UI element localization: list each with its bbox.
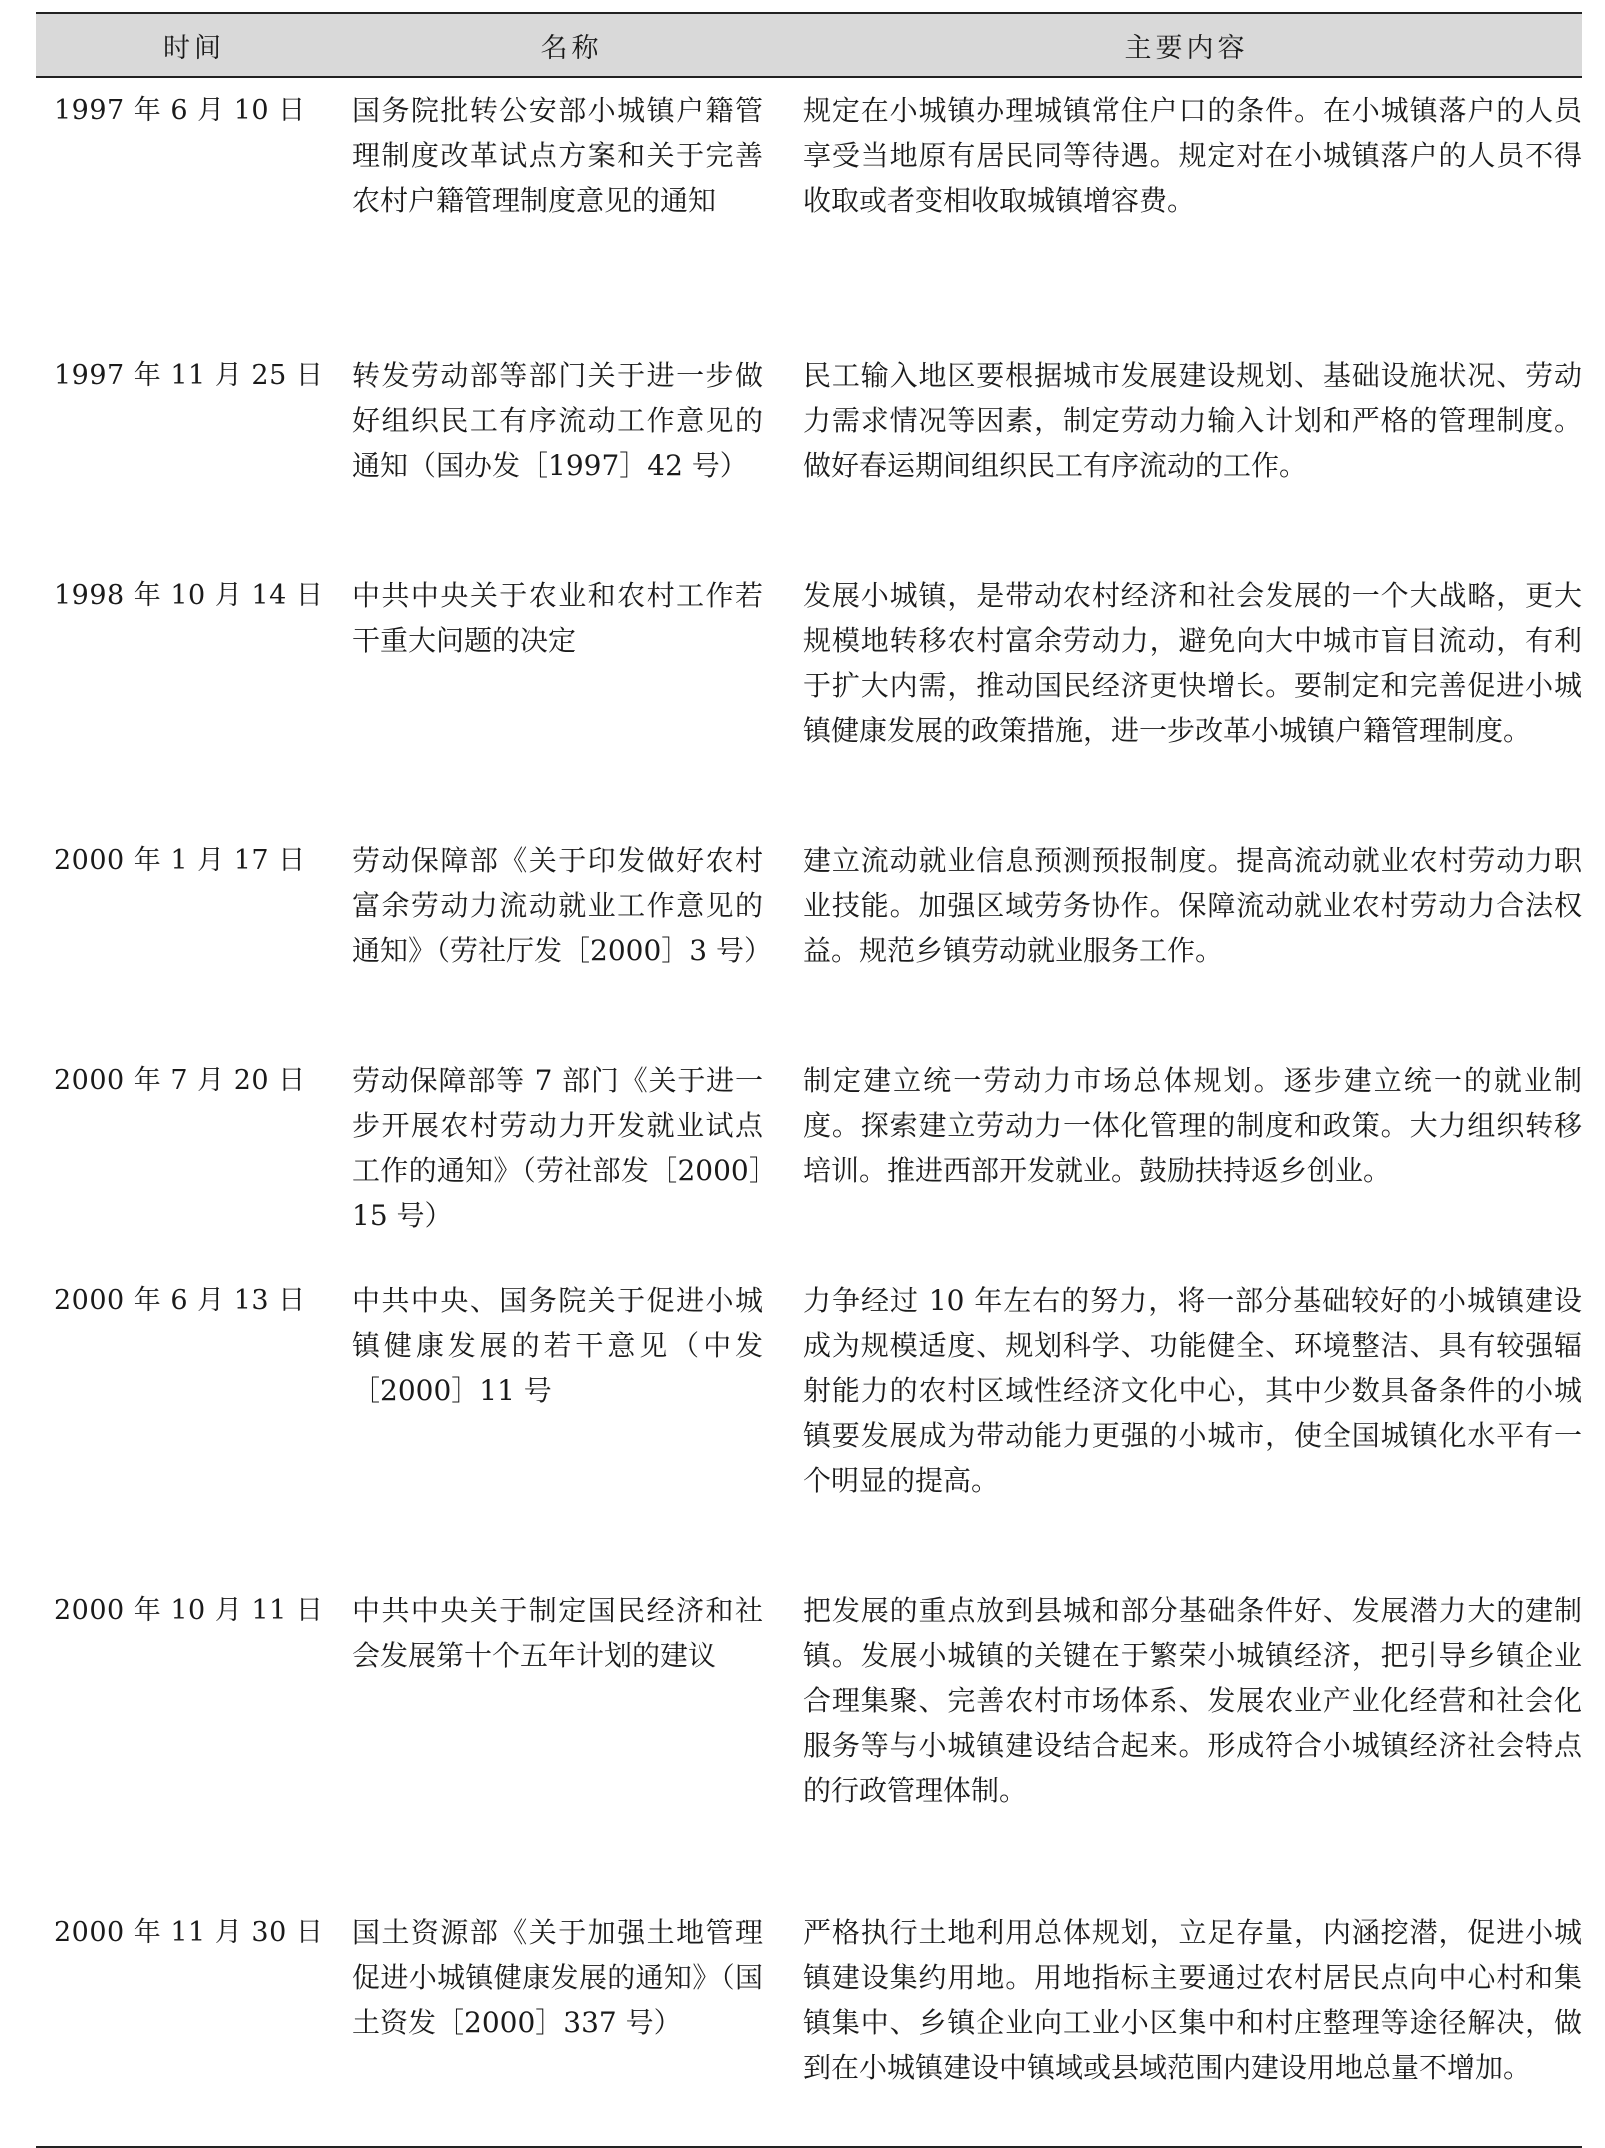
row-name: 劳动保障部等 7 部门《关于进一步开展农村劳动力开发就业试点工作的通知》（劳社部发［2000］15 号） xyxy=(352,1064,763,1232)
row-name: 中共中央关于制定国民经济和社会发展第十个五年计划的建议 xyxy=(352,1594,763,1672)
table-row xyxy=(36,1588,1582,1910)
row-content: 发展小城镇，是带动农村经济和社会发展的一个大战略，更大规模地转移农村富余劳动力，避免向大中城市盲目流动，有利于扩大内需，推动国民经济更快增长。要制定和完善促进小城镇健康发展的政策措施，进一步改革小城镇户籍管理制度。 xyxy=(803,579,1582,747)
row-date: 2000 年 10 月 11 日 xyxy=(54,1595,324,1626)
table-row xyxy=(36,838,1582,1058)
row-name: 劳动保障部《关于印发做好农村富余劳动力流动就业工作意见的通知》（劳社厅发［2000］3 号） xyxy=(352,844,772,967)
row-date: 1997 年 11 月 25 日 xyxy=(54,360,324,391)
row-content: 严格执行土地利用总体规划，立足存量，内涵挖潜，促进小城镇建设集约用地。用地指标主要通过农村居民点向中心村和集镇集中、乡镇企业向工业小区集中和村庄整理等途径解决，做到在小城镇建设中镇域或县域范围内建设用地总量不增加。 xyxy=(803,1916,1582,2084)
table-row xyxy=(36,353,1582,573)
row-date: 2000 年 11 月 30 日 xyxy=(54,1917,324,1948)
table-header-row xyxy=(36,13,1582,77)
row-name: 中共中央、国务院关于促进小城镇健康发展的若干意见（中发［2000］11 号 xyxy=(352,1284,763,1407)
row-name: 中共中央关于农业和农村工作若干重大问题的决定 xyxy=(352,579,763,657)
header-time: 时间 xyxy=(36,13,352,77)
row-date: 2000 年 7 月 20 日 xyxy=(54,1065,306,1096)
row-content: 民工输入地区要根据城市发展建设规划、基础设施状况、劳动力需求情况等因素，制定劳动力输入计划和严格的管理制度。做好春运期间组织民工有序流动的工作。 xyxy=(803,359,1582,482)
row-name: 转发劳动部等部门关于进一步做好组织民工有序流动工作意见的通知（国办发［1997］42 号） xyxy=(352,359,763,482)
table-row xyxy=(36,1278,1582,1588)
row-date: 2000 年 1 月 17 日 xyxy=(54,845,306,876)
row-name: 国务院批转公安部小城镇户籍管理制度改革试点方案和关于完善农村户籍管理制度意见的通知 xyxy=(352,94,763,217)
header-name: 名称 xyxy=(352,13,791,77)
table-row xyxy=(36,1058,1582,1278)
row-content: 规定在小城镇办理城镇常住户口的条件。在小城镇落户的人员享受当地原有居民同等待遇。规定对在小城镇落户的人员不得收取或者变相收取城镇增容费。 xyxy=(803,94,1582,217)
table-row xyxy=(36,1910,1582,2146)
row-content: 力争经过 10 年左右的努力，将一部分基础较好的小城镇建设成为规模适度、规划科学、功能健全、环境整洁、具有较强辐射能力的农村区域性经济文化中心，其中少数具备条件的小城镇要发展成为带动能力更强的小城市，使全国城镇化水平有一个明显的提高。 xyxy=(803,1284,1582,1497)
document-page xyxy=(36,12,1582,2148)
header-content: 主要内容 xyxy=(791,13,1582,77)
table-row xyxy=(36,77,1582,353)
row-content: 把发展的重点放到县城和部分基础条件好、发展潜力大的建制镇。发展小城镇的关键在于繁荣小城镇经济，把引导乡镇企业合理集聚、完善农村市场体系、发展农业产业化经营和社会化服务等与小城镇建设结合起来。形成符合小城镇经济社会特点的行政管理体制。 xyxy=(803,1594,1582,1807)
row-date: 2000 年 6 月 13 日 xyxy=(54,1285,306,1316)
row-date: 1997 年 6 月 10 日 xyxy=(54,95,306,126)
row-name: 国土资源部《关于加强土地管理促进小城镇健康发展的通知》（国土资发［2000］337 号） xyxy=(352,1916,763,2039)
row-content: 制定建立统一劳动力市场总体规划。逐步建立统一的就业制度。探索建立劳动力一体化管理的制度和政策。大力组织转移培训。推进西部开发就业。鼓励扶持返乡创业。 xyxy=(803,1064,1582,1187)
policy-table xyxy=(36,12,1582,2146)
row-content: 建立流动就业信息预测预报制度。提高流动就业农村劳动力职业技能。加强区域劳务协作。保障流动就业农村劳动力合法权益。规范乡镇劳动就业服务工作。 xyxy=(803,844,1582,967)
row-date: 1998 年 10 月 14 日 xyxy=(54,580,324,611)
table-row xyxy=(36,573,1582,838)
